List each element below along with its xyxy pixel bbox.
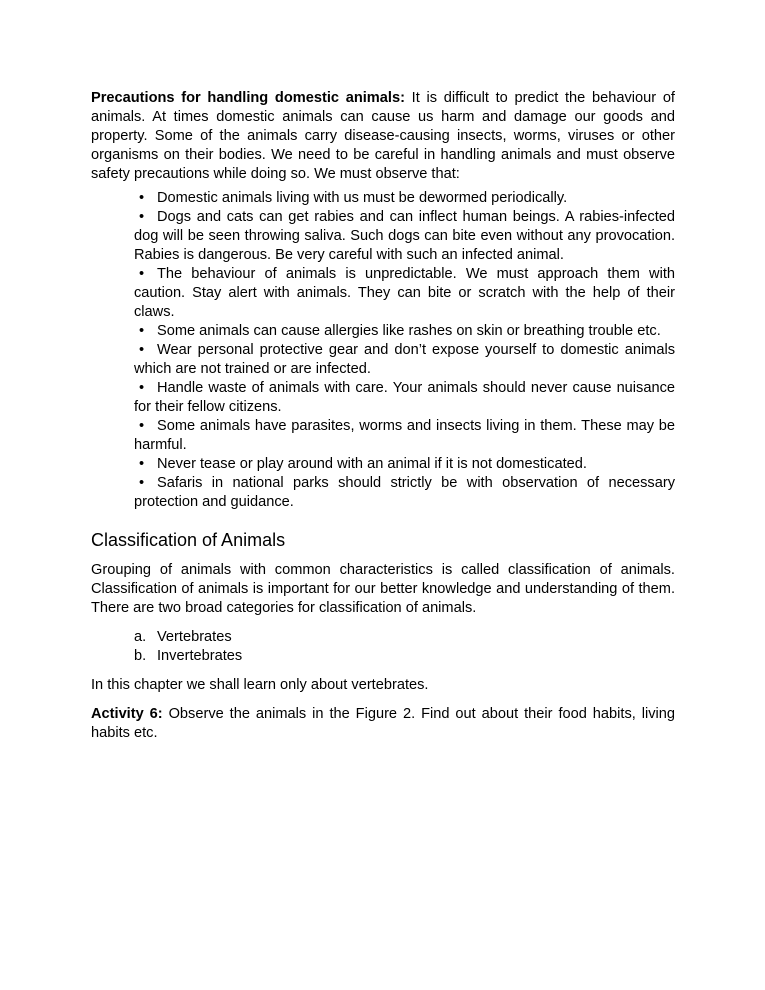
bullet-icon: • xyxy=(139,342,145,358)
bullet-icon: • xyxy=(139,209,145,225)
list-item xyxy=(134,628,675,647)
list-item xyxy=(134,341,675,379)
classification-paragraph: Grouping of animals with common characteristics is called classification of animals. Classification of animals is important for our better knowledge and understanding of them. There are two broad categories for classification of animals. xyxy=(91,562,675,616)
list-item xyxy=(134,379,675,417)
bullet-icon: • xyxy=(139,323,145,339)
list-item xyxy=(134,322,675,341)
list-marker: a. xyxy=(134,629,147,645)
list-item xyxy=(134,208,675,265)
bullet-icon: • xyxy=(139,266,145,282)
precautions-list xyxy=(91,189,675,512)
list-item-text: Dogs and cats can get rabies and can inflect human beings. A rabies-infected dog will be seen throwing saliva. Such dogs can bite even without any provocation. Rabies is dangerous. Be very careful with such an infected animal. xyxy=(134,209,675,263)
bullet-icon: • xyxy=(139,475,145,491)
list-item-text: Some animals have parasites, worms and insects living in them. These may be harmful. xyxy=(134,418,675,453)
precautions-paragraph xyxy=(91,89,675,184)
bullet-icon: • xyxy=(139,380,145,396)
list-item-text: Invertebrates xyxy=(157,648,243,664)
list-item-text: Some animals can cause allergies like rashes on skin or breathing trouble etc. xyxy=(157,323,661,339)
list-item xyxy=(134,189,675,208)
list-item xyxy=(134,417,675,455)
list-item-text: Vertebrates xyxy=(157,629,232,645)
list-item xyxy=(134,474,675,512)
list-item-text: Wear personal protective gear and don’t expose yourself to domestic animals which are not trained or are infected. xyxy=(134,342,675,377)
list-item-text: Handle waste of animals with care. Your animals should never cause nuisance for their fellow citizens. xyxy=(134,380,675,415)
list-item xyxy=(134,455,675,474)
activity-text: Observe the animals in the Figure 2. Find out about their food habits, living habits etc. xyxy=(91,706,675,741)
list-item-text: Never tease or play around with an animal if it is not domesticated. xyxy=(157,456,587,472)
classification-heading: Classification of Animals xyxy=(91,530,286,550)
list-item-text: Domestic animals living with us must be dewormed periodically. xyxy=(157,190,568,206)
activity-paragraph xyxy=(91,705,675,743)
precautions-text: It is difficult to predict the behaviour of animals. At times domestic animals can cause us harm and damage our goods and property. Some of the animals carry disease-causing insects, worms, viruses or other organisms on their bodies. We need to be careful in handling animals and must observe safety precautions while doing so. We must observe that: xyxy=(91,90,675,182)
activity-label: Activity 6: xyxy=(91,706,163,722)
chapter-note: In this chapter we shall learn only about vertebrates. xyxy=(91,677,429,693)
bullet-icon: • xyxy=(139,456,145,472)
list-item xyxy=(134,265,675,322)
document-page xyxy=(91,89,675,743)
bullet-icon: • xyxy=(139,418,145,434)
list-item xyxy=(134,647,675,666)
list-marker: b. xyxy=(134,648,147,664)
precautions-heading: Precautions for handling domestic animals: xyxy=(91,90,405,106)
list-item-text: The behaviour of animals is unpredictable. We must approach them with caution. Stay alert with animals. They can bite or scratch with the help of their claws. xyxy=(134,266,675,320)
list-item-text: Safaris in national parks should strictly be with observation of necessary protection and guidance. xyxy=(134,475,675,510)
categories-list xyxy=(91,628,675,666)
bullet-icon: • xyxy=(139,190,145,206)
